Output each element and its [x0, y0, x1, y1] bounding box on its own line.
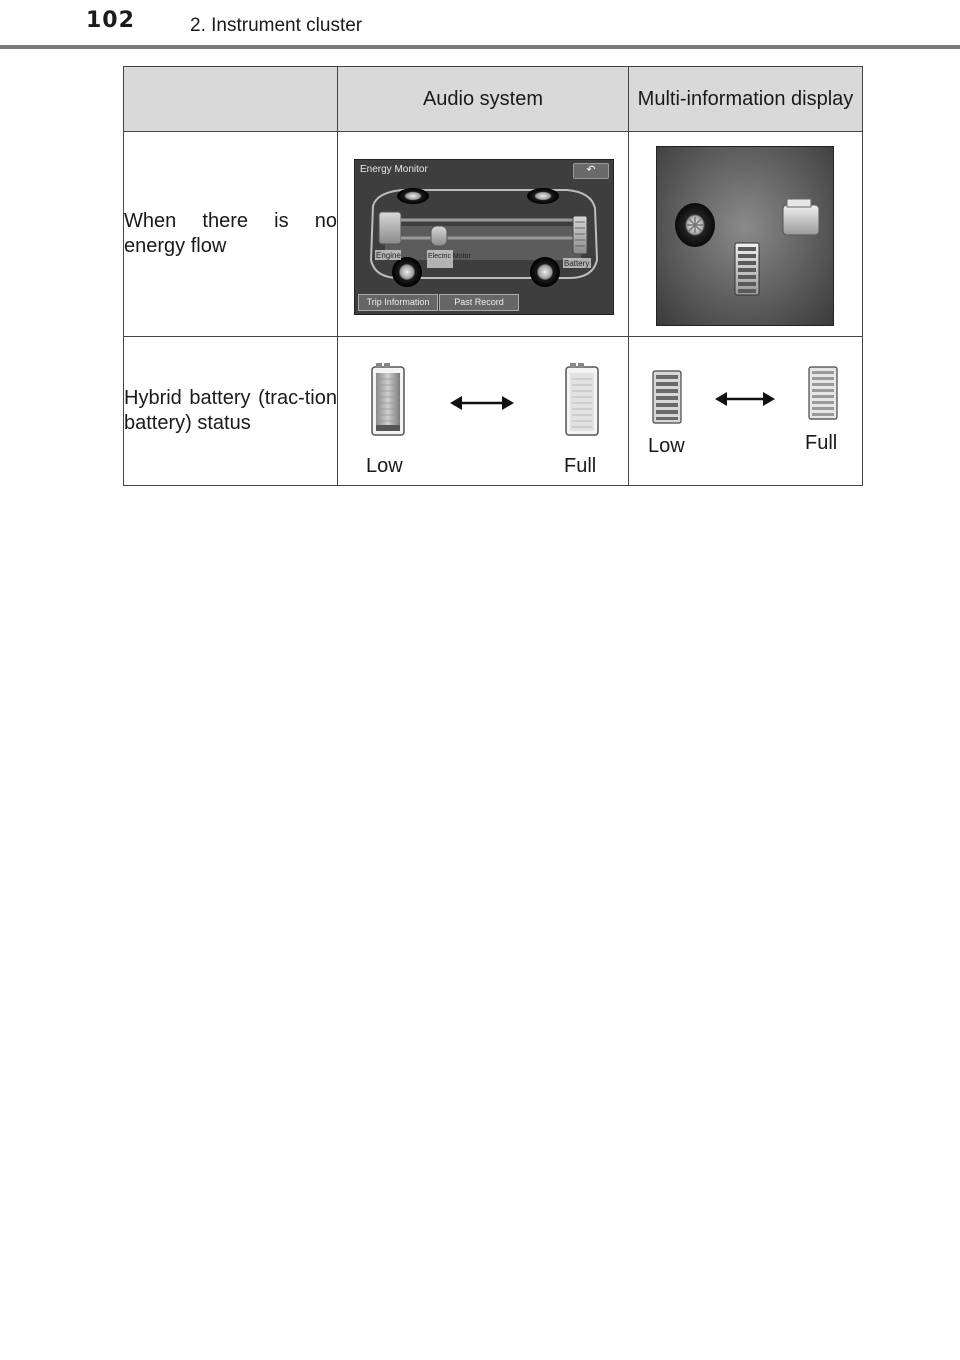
- mid-battery-range-arrow-icon: [715, 392, 775, 406]
- audio-energy-monitor-cell: [338, 132, 629, 337]
- trip-information-button[interactable]: Trip Information: [358, 294, 438, 311]
- mid-energy-flow-cell: [629, 132, 863, 337]
- header-empty: [124, 67, 338, 132]
- audio-low-caption: Low: [366, 455, 403, 477]
- wheel-rear-left-icon: [527, 188, 559, 204]
- wheel-rear-right-icon: [530, 257, 560, 287]
- electric-motor-icon: [431, 226, 447, 246]
- mid-full-caption: Full: [805, 432, 838, 454]
- mid-battery-full-icon: [809, 367, 837, 419]
- mid-engine-icon: [783, 205, 819, 235]
- audio-full-caption: Full: [564, 455, 597, 477]
- mid-display-screen: [656, 146, 834, 326]
- mid-engine-top: [787, 199, 811, 207]
- row-label-no-energy-flow: When there is no energy flow: [124, 132, 338, 337]
- audio-battery-status-cell: [338, 337, 629, 486]
- header-rule: [0, 45, 960, 49]
- page-number: 102: [86, 8, 135, 33]
- battery-range-arrow-icon: [450, 396, 514, 410]
- engine-icon: [379, 212, 401, 244]
- car-floor: [385, 226, 581, 260]
- past-record-button[interactable]: Past Record: [439, 294, 519, 311]
- mid-battery-low-icon: [653, 371, 681, 423]
- page-header: [0, 0, 960, 50]
- back-button[interactable]: ↶: [573, 163, 609, 179]
- wheel-front-left-icon: [397, 188, 429, 204]
- mid-diagram: [657, 147, 833, 325]
- wheel-front-right-icon: [392, 257, 422, 287]
- battery-full-icon: [566, 363, 598, 435]
- header-multi-info-display: Multi-information display: [629, 67, 863, 132]
- battery-low-icon: [372, 363, 404, 435]
- mid-wheel-spokes: [687, 217, 703, 233]
- screen-title: Energy Monitor: [360, 164, 428, 175]
- energy-table: [123, 66, 863, 486]
- engine-label: Engine: [376, 251, 401, 260]
- section-title: 2. Instrument cluster: [190, 15, 363, 36]
- energy-monitor-screen: [354, 159, 614, 315]
- row-label-battery-status: Hybrid battery (trac-tion battery) status: [124, 337, 338, 486]
- mid-battery-status-cell: [629, 337, 863, 486]
- mid-low-caption: Low: [648, 435, 685, 457]
- electric-motor-label: Electric Motor: [428, 253, 471, 260]
- battery-label: Battery: [564, 259, 590, 268]
- mid-battery-scale: [629, 337, 863, 485]
- header-audio-system: Audio system: [338, 67, 629, 132]
- car-diagram: [355, 160, 613, 314]
